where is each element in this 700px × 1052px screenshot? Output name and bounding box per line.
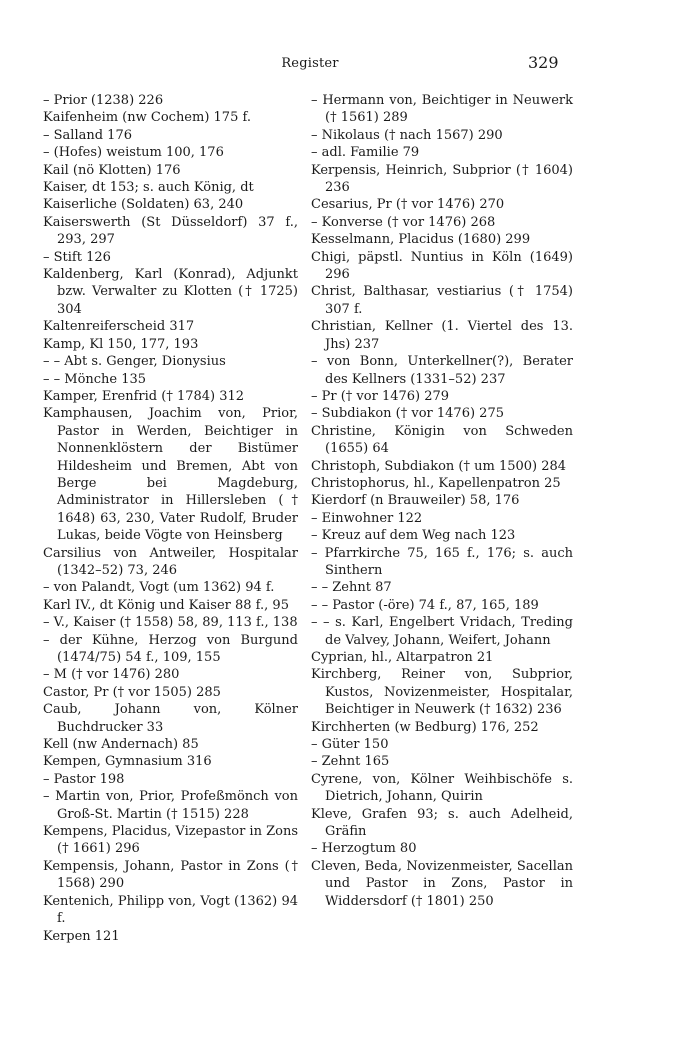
index-entry: – V., Kaiser († 1558) 58, 89, 113 f., 138 — [43, 615, 298, 631]
index-entry: – (Hofes) weistum 100, 176 — [43, 145, 224, 161]
index-entry: Cyrene, von, Kölner Weihbischöfe s. Dietrich, Johann, Quirin — [311, 771, 573, 805]
index-entry: – M († vor 1476) 280 — [43, 667, 180, 683]
index-entry: Kaltenreiferscheid 317 — [43, 319, 195, 335]
index-entry: Kempen, Gymnasium 316 — [43, 754, 212, 770]
index-entry: – Nikolaus († nach 1567) 290 — [311, 127, 503, 143]
index-entry: Kell (nw Andernach) 85 — [43, 737, 199, 753]
index-entry: – von Palandt, Vogt (um 1362) 94 f. — [43, 580, 275, 596]
index-entry: Kleve, Grafen 93; s. auch Adelheid, Gräfin — [311, 806, 573, 840]
index-entry: – der Kühne, Herzog von Burgund (1474/75) 54 f., 109, 155 — [43, 632, 298, 665]
index-entry: Kamp, Kl 150, 177, 193 — [43, 336, 199, 352]
index-entry: – – Abt s. Genger, Dionysius — [43, 354, 226, 370]
index-entry: – Herzogtum 80 — [311, 841, 417, 857]
page-number: 329 — [528, 53, 559, 72]
index-entry: Kail (nö Klotten) 176 — [43, 162, 181, 178]
index-column-left — [43, 92, 298, 945]
index-entry: Cyprian, hl., Altarpatron 21 — [311, 650, 494, 665]
index-entry: – Pr († vor 1476) 279 — [311, 388, 450, 404]
index-entry: Kaldenberg, Karl (Konrad), Adjunkt bzw. Verwalter zu Klotten († 1725) 304 — [43, 267, 298, 317]
index-entry: – – Pastor (-öre) 74 f., 87, 165, 189 — [311, 597, 539, 613]
index-entry: – Güter 150 — [311, 737, 389, 753]
index-entry: – Konverse († vor 1476) 268 — [311, 214, 496, 230]
index-entry: Kaiserswerth (St Düsseldorf) 37 f., 293, 297 — [43, 214, 298, 248]
index-entry: Castor, Pr († vor 1505) 285 — [43, 684, 221, 700]
index-entry: Kempensis, Johann, Pastor in Zons († 1568) 290 — [43, 858, 298, 892]
index-entry: – Pastor 198 — [43, 771, 125, 787]
index-entry: – Einwohner 122 — [311, 510, 423, 526]
index-entry: Cesarius, Pr († vor 1476) 270 — [311, 197, 505, 213]
index-entry: Kentenich, Philipp von, Vogt (1362) 94 f. — [43, 893, 298, 927]
index-entry: Kamper, Erenfrid († 1784) 312 — [43, 388, 245, 404]
index-entry: – Pfarrkirche 75, 165 f., 176; s. auch Sinthern — [311, 545, 573, 578]
index-entry: Christ, Balthasar, vestiarius († 1754) 307 f. — [311, 284, 573, 317]
index-entry: Kesselmann, Placidus (1680) 299 — [311, 232, 531, 248]
index-entry: Kirchberg, Reiner von, Subprior, Kustos, Novizenmeister, Hospitalar, Beichtiger in Neuwerk († 1632) 236 — [311, 667, 573, 718]
index-entry: Kierdorf (n Brauweiler) 58, 176 — [311, 493, 520, 509]
index-entry: Kirchherten (w Bedburg) 176, 252 — [311, 719, 539, 735]
index-entry: – Hermann von, Beichtiger in Neuwerk († 1561) 289 — [311, 93, 573, 126]
index-entry: Kamphausen, Joachim von, Prior, Pastor in Werden, Beichtiger in Nonnenklöstern der Bistümer Hildesheim und Bremen, Abt von Berge bei Magdeburg, Administrator in Hillersleben († 1648) 63, 230, Vater Rudolf, Bruder Lukas, beide Vögte von Heinsberg — [43, 406, 298, 544]
running-title: Register — [281, 56, 339, 71]
index-entry: Christophorus, hl., Kapellenpatron 25 — [311, 475, 561, 491]
index-entry: – Kreuz auf dem Weg nach 123 — [311, 528, 516, 544]
index-entry: Cleven, Beda, Novizenmeister, Sacellan und Pastor in Zons, Pastor in Widdersdorf († 1801) 250 — [311, 858, 573, 909]
index-entry: – Subdiakon († vor 1476) 275 — [311, 406, 504, 422]
index-entry: Kaiserliche (Soldaten) 63, 240 — [43, 197, 244, 213]
index-entry: Carsilius von Antweiler, Hospitalar (1342–52) 73, 246 — [43, 545, 298, 578]
index-entry: Christine, Königin von Schweden (1655) 64 — [311, 423, 573, 457]
index-entry: Kerpensis, Heinrich, Subprior († 1604) 236 — [311, 162, 573, 196]
index-entry: – – Zehnt 87 — [311, 580, 392, 596]
index-entry: Kempens, Placidus, Vizepastor in Zons († 1661) 296 — [43, 824, 298, 857]
index-entry: – – Mönche 135 — [43, 371, 147, 387]
index-column-right — [311, 92, 573, 910]
index-entry: Kerpen 121 — [43, 928, 120, 944]
index-entry: – Salland 176 — [43, 127, 132, 143]
index-entry: – Stift 126 — [43, 249, 111, 265]
page-header — [0, 53, 700, 76]
index-entry: – von Bonn, Unterkellner(?), Berater des Kellners (1331–52) 237 — [311, 354, 573, 387]
index-entry: Christian, Kellner (1. Viertel des 13. Jhs) 237 — [311, 319, 573, 352]
index-entry: – – s. Karl, Engelbert Vridach, Treding de Valvey, Johann, Weifert, Johann — [311, 615, 573, 648]
index-entry: Kaiser, dt 153; s. auch König, dt — [43, 180, 254, 196]
index-entry: Kaifenheim (nw Cochem) 175 f. — [43, 110, 251, 126]
index-entry: – Zehnt 165 — [311, 754, 390, 770]
index-entry: Karl IV., dt König und Kaiser 88 f., 95 — [43, 597, 289, 613]
index-entry: Caub, Johann von, Kölner Buchdrucker 33 — [43, 702, 298, 735]
index-entry: – adl. Familie 79 — [311, 145, 420, 161]
index-entry: Christoph, Subdiakon († um 1500) 284 — [311, 458, 567, 474]
index-entry: – Prior (1238) 226 — [43, 93, 164, 108]
index-entry: Chigi, päpstl. Nuntius in Köln (1649) 296 — [311, 249, 573, 283]
index-entry: – Martin von, Prior, Profeßmönch von Groß-St. Martin († 1515) 228 — [43, 789, 298, 822]
